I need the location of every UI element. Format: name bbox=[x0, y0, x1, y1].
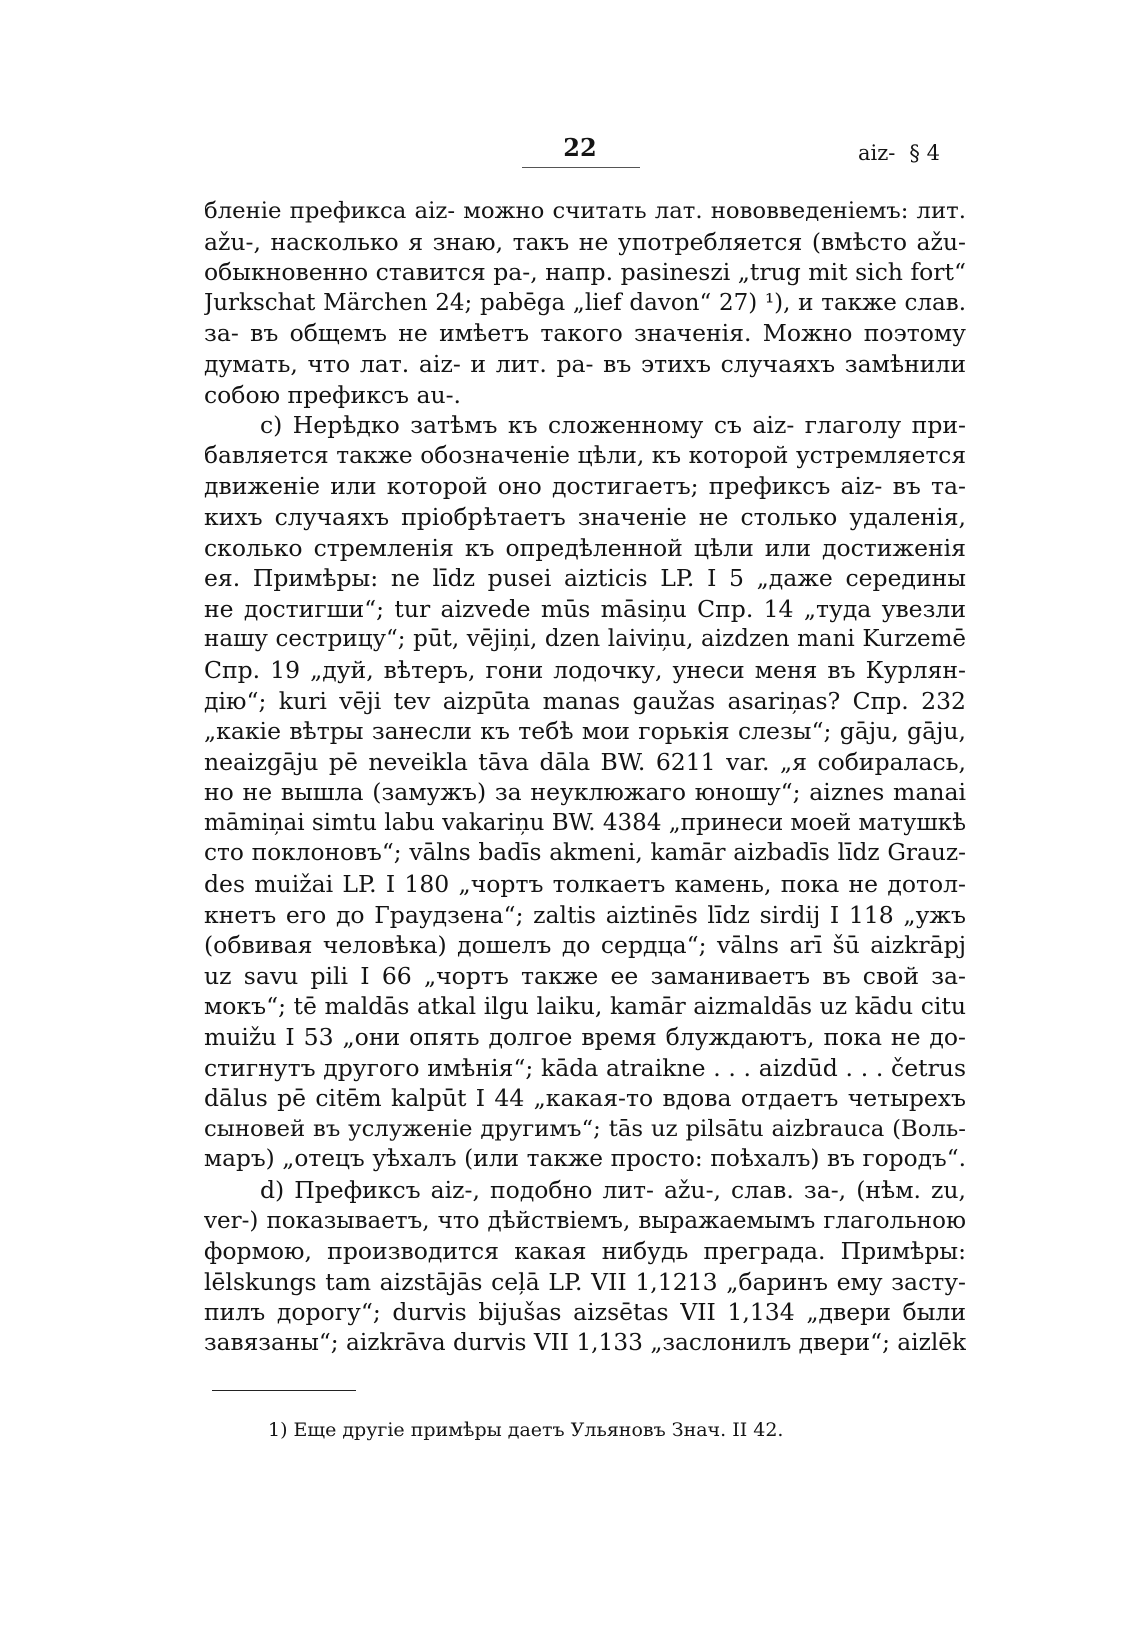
text-line: нашу сестрицу“; pūt, vējiņi, dzen laiviņu, aizdzen mani Kurzemē bbox=[204, 626, 966, 653]
text-line: формою, производится какая нибудь преграда. Примѣры: bbox=[204, 1237, 966, 1266]
text-line: бленіе префикса aiz- можно считать лат. нововведеніемъ: лит. bbox=[204, 198, 966, 224]
text-line: кихъ случаяхъ пріобрѣтаетъ значеніе не столько удаленія, bbox=[204, 502, 966, 531]
page-number-underline bbox=[522, 167, 640, 168]
text-line: uz savu pili I 66 „чортъ также ее заманиваетъ въ свой за- bbox=[204, 961, 966, 990]
text-line: пилъ дорогу“; durvis bijušas aizsētas VII 1,134 „двери были bbox=[204, 1298, 966, 1327]
text-line: стигнутъ другого имѣнія“; kāda atraikne . . . aizdūd . . . četrus bbox=[204, 1053, 966, 1082]
text-line: сыновей въ услуженіе другимъ“; tās uz pilsātu aizbrauca (Воль- bbox=[204, 1115, 966, 1142]
running-head-section: § 4 bbox=[909, 141, 940, 165]
text-line: māmiņai simtu labu vakariņu BW. 4384 „принеси моей матушкѣ bbox=[204, 809, 966, 836]
text-line: собою префиксъ au-. bbox=[204, 380, 462, 409]
page-header bbox=[0, 134, 1140, 174]
text-line: дію“; kuri vēji tev aizpūta manas gaužas asariņas? Спр. 232 bbox=[204, 686, 966, 715]
paragraph-d-start: d) Префиксъ aiz-, подобно лит- ažu-, слав. за-, (нѣм. zu, bbox=[260, 1176, 966, 1204]
footnote-separator bbox=[212, 1390, 356, 1391]
running-head bbox=[858, 140, 940, 166]
body-text bbox=[204, 196, 966, 1359]
text-line: dālus pē citēm kalpūt I 44 „какая-то вдова отдаетъ четырехъ bbox=[204, 1084, 966, 1113]
text-line: сколько стремленія къ опредѣленной цѣли или достиженія bbox=[204, 533, 966, 562]
text-line: ažu-, насколько я знаю, такъ не употребляется (вмѣсто ažu- bbox=[204, 227, 966, 256]
text-line: мокъ“; tē maldās atkal ilgu laiku, kamār aizmaldās uz kādu citu bbox=[204, 992, 966, 1021]
text-line: маръ) „отецъ уѣхалъ (или также просто: поѣхалъ) въ городъ“. bbox=[204, 1145, 966, 1173]
text-line: (обвивая человѣка) дошелъ до сердца“; vālns arī šū aizkrāpj bbox=[204, 931, 966, 960]
text-line: lēlskungs tam aizstājās ceļā LP. VII 1,1213 „баринъ ему засту- bbox=[204, 1267, 966, 1296]
text-line: движеніе или которой оно достигаетъ; префиксъ aiz- въ та- bbox=[204, 472, 966, 501]
running-head-prefix: aiz- bbox=[858, 141, 896, 165]
paragraph-c-start: c) Нерѣдко затѣмъ къ сложенному съ aiz- глаголу при- bbox=[260, 411, 966, 440]
text-line: завязаны“; aizkrāva durvis VII 1,133 „заслонилъ двери“; aizlēk bbox=[204, 1328, 966, 1356]
text-line: muižu I 53 „они опять долгое время блуждаютъ, пока не до- bbox=[204, 1023, 966, 1052]
text-line: бавляется также обозначеніе цѣли, къ которой устремляется bbox=[204, 441, 966, 469]
text-line: но не вышла (замужъ) за неуклюжаго юношу“; aiznes manai bbox=[204, 778, 966, 807]
footnote: 1) Еще другіе примѣры даетъ Ульяновъ Знач. II 42. bbox=[268, 1419, 784, 1441]
text-line: не достигши“; tur aizvede mūs māsiņu Спр. 14 „туда увезли bbox=[204, 594, 966, 623]
text-line: за- въ общемъ не имѣетъ такого значенія. Можно поэтому bbox=[204, 319, 966, 348]
text-line: обыкновенно ставится pa-, напр. pasineszi „trug mit sich fort“ bbox=[204, 258, 966, 287]
text-line: ver-) показываетъ, что дѣйствіемъ, выражаемымъ глагольною bbox=[204, 1207, 966, 1234]
text-line: думать, что лат. aiz- и лит. pa- въ этихъ случаяхъ замѣнили bbox=[204, 349, 966, 378]
text-line: Спр. 19 „дуй, вѣтеръ, гони лодочку, унеси меня въ Курлян- bbox=[204, 655, 966, 684]
text-line: сто поклоновъ“; vālns badīs akmeni, kamār aizbadīs līdz Grauz- bbox=[204, 839, 966, 867]
text-line: „какіе вѣтры занесли къ тебѣ мои горькія слезы“; gāju, gāju, bbox=[204, 717, 966, 746]
page-number: 22 bbox=[563, 133, 597, 162]
text-line: кнетъ его до Граудзена“; zaltis aiztinēs līdz sirdij I 118 „ужъ bbox=[204, 900, 966, 929]
text-line: ея. Примѣры: ne līdz pusei aizticis LP. I 5 „даже середины bbox=[204, 564, 966, 593]
text-line: des muižai LP. I 180 „чортъ толкаетъ камень, пока не дотол- bbox=[204, 870, 966, 899]
text-line: neaizgāju pē neveikla tāva dāla BW. 6211 var. „я собиралась, bbox=[204, 747, 966, 776]
text-line: Jurkschat Märchen 24; pabēga „lief davon“ 27) ¹), и также слав. bbox=[204, 289, 966, 316]
